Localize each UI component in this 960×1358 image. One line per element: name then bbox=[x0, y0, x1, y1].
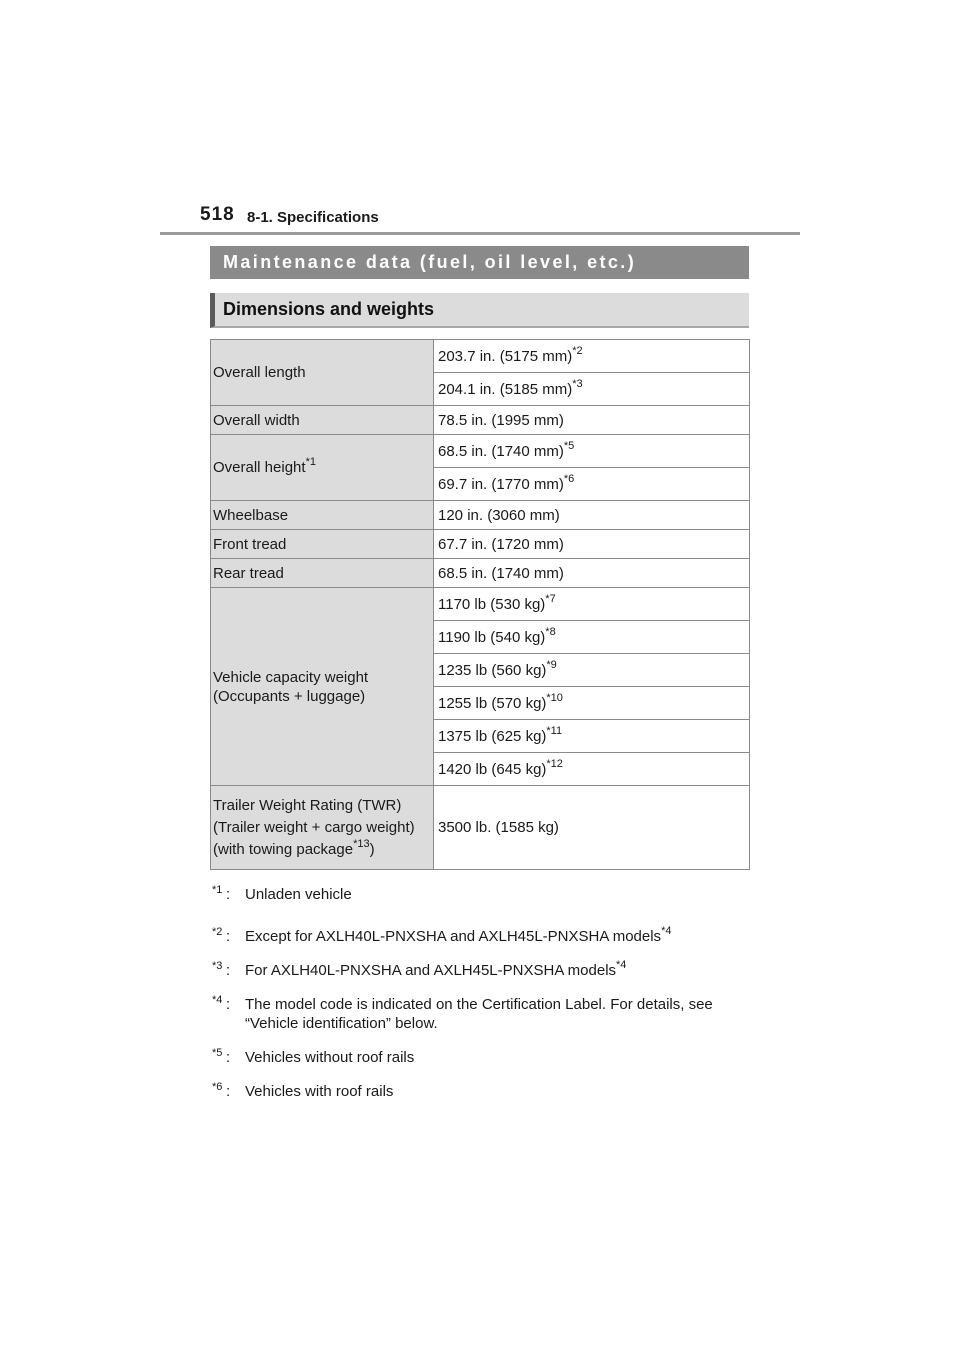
table-cell bbox=[434, 435, 750, 468]
footnote-ref: *4 bbox=[661, 925, 672, 937]
footnote-text: Except for AXLH40L-PNXSHA and AXLH45L-PNXSHA models bbox=[245, 928, 662, 945]
table-cell bbox=[434, 468, 750, 501]
footnote: *2 : Except for AXLH40L-PNXSHA and AXLH45L-PNXSHA models$^{*4}$ bbox=[212, 925, 672, 945]
twr-label-line2: (Trailer weight + cargo weight) bbox=[213, 818, 415, 836]
table-row bbox=[211, 340, 750, 373]
overall-length-value-1: 203.7 in. (5175 mm) bbox=[438, 347, 573, 365]
table-row bbox=[211, 786, 750, 870]
table-row bbox=[211, 588, 750, 621]
overall-height-value-2: 69.7 in. (1770 mm) bbox=[438, 475, 564, 493]
wheelbase-value: 120 in. (3060 mm) bbox=[434, 501, 750, 530]
twr-label-line3-wrap bbox=[213, 839, 433, 861]
dimensions-heading: Dimensions and weights bbox=[210, 293, 749, 328]
footnote-ref: *11 bbox=[546, 724, 563, 737]
footnote-ref: *7 bbox=[545, 592, 556, 605]
capacity-value-2: 1190 lb (540 kg) bbox=[438, 628, 546, 646]
capacity-value-1: 1170 lb (530 kg) bbox=[438, 595, 546, 613]
twr-label-close: ) bbox=[369, 840, 375, 858]
twr-value: 3500 lb. (1585 kg) bbox=[434, 786, 750, 870]
overall-height-value-1: 68.5 in. (1740 mm) bbox=[438, 442, 564, 460]
overall-length-value-2: 204.1 in. (5185 mm) bbox=[438, 380, 573, 398]
section-title: 8-1. Specifications bbox=[247, 209, 379, 226]
footnote-ref: *3 bbox=[572, 377, 583, 390]
dimensions-table bbox=[210, 339, 750, 870]
table-cell bbox=[434, 373, 750, 406]
header-divider bbox=[160, 232, 800, 235]
footnote-mark: *6 bbox=[212, 1081, 223, 1093]
overall-height-label: Overall height bbox=[213, 459, 306, 476]
maintenance-banner: Maintenance data (fuel, oil level, etc.) bbox=[210, 246, 749, 279]
footnote-ref: *12 bbox=[546, 757, 563, 770]
table-row bbox=[211, 406, 750, 435]
twr-label-cell bbox=[211, 786, 434, 870]
overall-width-value: 78.5 in. (1995 mm) bbox=[434, 406, 750, 435]
twr-label-line3: (with towing package bbox=[213, 840, 354, 858]
footnote-ref: *4 bbox=[616, 959, 627, 971]
capacity-value-5: 1375 lb (625 kg) bbox=[438, 727, 547, 745]
footnote: *3 : For AXLH40L-PNXSHA and AXLH45L-PNXSHA models$^{*4}$ bbox=[212, 959, 627, 979]
twr-label-line1: Trailer Weight Rating (TWR) bbox=[213, 796, 402, 814]
table-row bbox=[211, 559, 750, 588]
capacity-label-cell bbox=[211, 588, 434, 786]
wheelbase-label: Wheelbase bbox=[211, 501, 434, 530]
table-row bbox=[211, 435, 750, 468]
overall-width-label: Overall width bbox=[211, 406, 434, 435]
capacity-value-6: 1420 lb (645 kg) bbox=[438, 760, 547, 778]
footnote-mark: *4 bbox=[212, 994, 223, 1006]
capacity-value-4: 1255 lb (570 kg) bbox=[438, 694, 547, 712]
table-row bbox=[211, 530, 750, 559]
footnote: *5 : Vehicles without roof rails bbox=[212, 1048, 757, 1067]
footnote: *6 : Vehicles with roof rails bbox=[212, 1082, 757, 1101]
table-cell bbox=[434, 753, 750, 786]
rear-tread-value: 68.5 in. (1740 mm) bbox=[434, 559, 750, 588]
capacity-label-line1: Vehicle capacity weight bbox=[213, 668, 369, 686]
footnote-ref: *2 bbox=[572, 344, 583, 357]
footnote-mark: *5 bbox=[212, 1047, 223, 1059]
footnote-ref: *9 bbox=[546, 658, 557, 671]
table-cell bbox=[434, 720, 750, 753]
overall-height-label-cell bbox=[211, 435, 434, 501]
capacity-value-3: 1235 lb (560 kg) bbox=[438, 661, 547, 679]
table-row bbox=[211, 501, 750, 530]
footnote-mark: *1 bbox=[212, 884, 223, 896]
footnote-text: The model code is indicated on the Certification Label. For details, see “Vehicle identification” below. bbox=[245, 996, 713, 1032]
footnote-ref: *8 bbox=[545, 625, 556, 638]
table-cell bbox=[434, 621, 750, 654]
capacity-label-line2: (Occupants + luggage) bbox=[213, 687, 366, 705]
overall-length-label: Overall length bbox=[211, 340, 434, 406]
page-number: 518 bbox=[200, 204, 235, 225]
footnote-text: Vehicles without roof rails bbox=[245, 1049, 415, 1066]
footnote-ref: *13 bbox=[353, 837, 370, 850]
footnote: *1 : Unladen vehicle bbox=[212, 885, 757, 904]
table-cell bbox=[434, 654, 750, 687]
footnote-text: Vehicles with roof rails bbox=[245, 1083, 394, 1100]
footnote-ref: *1 bbox=[305, 456, 316, 468]
footnote-ref: *6 bbox=[563, 472, 575, 485]
table-cell bbox=[434, 588, 750, 621]
footnotes bbox=[212, 885, 757, 1116]
footnote-ref: *10 bbox=[546, 691, 563, 704]
front-tread-label: Front tread bbox=[211, 530, 434, 559]
table-cell bbox=[434, 340, 750, 373]
rear-tread-label: Rear tread bbox=[211, 559, 434, 588]
footnote-text: Unladen vehicle bbox=[245, 886, 352, 903]
footnote-text: For AXLH40L-PNXSHA and AXLH45L-PNXSHA models bbox=[245, 962, 617, 979]
table-cell bbox=[434, 687, 750, 720]
footnote-mark: *2 bbox=[212, 926, 223, 938]
footnote: *4 : The model code is indicated on the Certification Label. For details, see “Vehicle identification” below. bbox=[212, 995, 757, 1033]
front-tread-value: 67.7 in. (1720 mm) bbox=[434, 530, 750, 559]
footnote-mark: *3 bbox=[212, 960, 223, 972]
footnote-ref: *5 bbox=[563, 439, 575, 452]
